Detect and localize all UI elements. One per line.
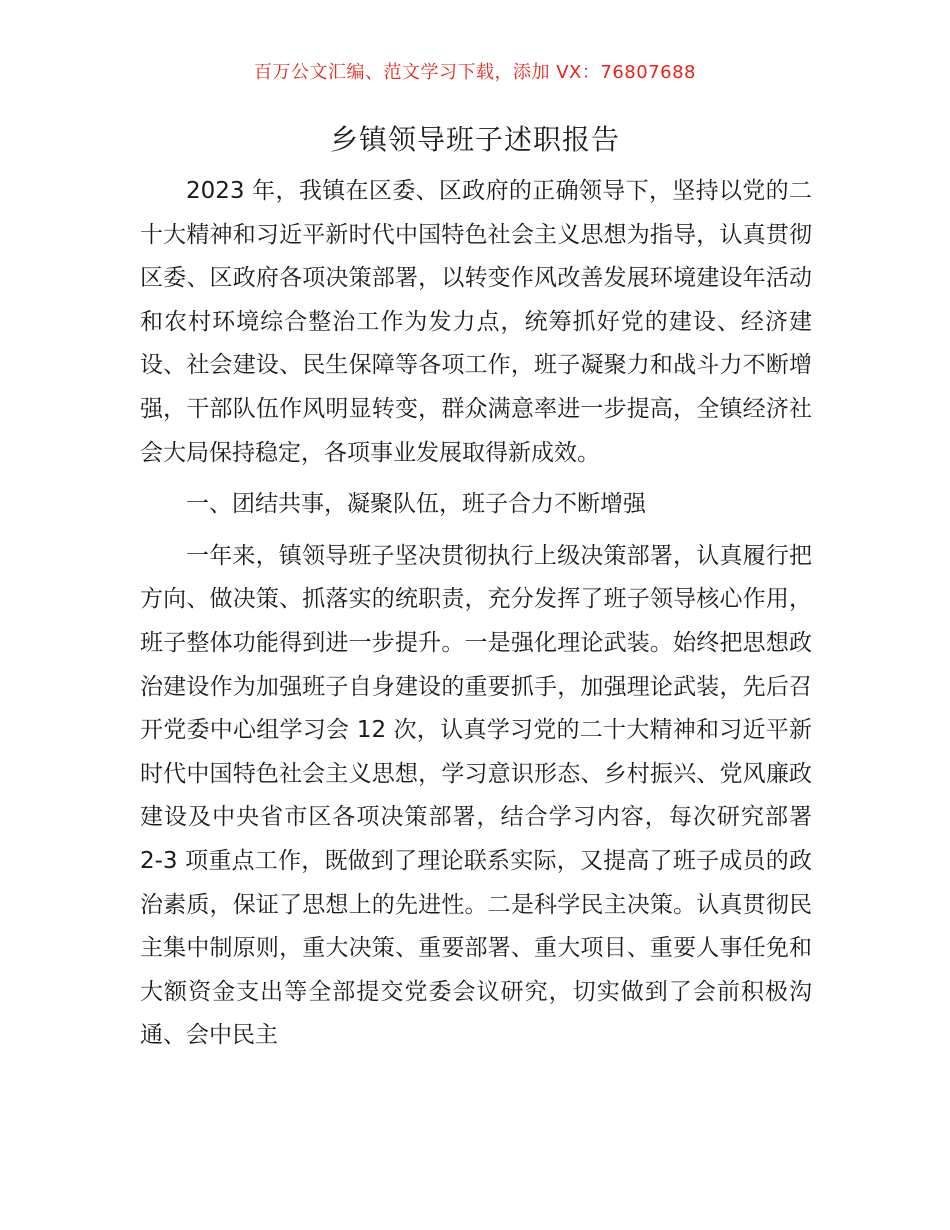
paragraph-section-1: 一年来，镇领导班子坚决贯彻执行上级决策部署，认真履行把方向、做决策、抓落实的统职责，充分发挥了班子领导核心作用，班子整体功能得到进一步提升。一是强化理论武装。始终把思想政治建设作为加强班子自身建设的重要抓手，加强理论武装，先后召开党委中心组学习会 12 次，认真学习党的二十大精神和习近平新时代中国特色社会主义思想，学习意识形态、乡村振兴、党风廉政建设及中央省市区各项决策部署，结合学习内容，每次研究部署 2-3 项重点工作，既做到了理论联系实际，又提高了班子成员的政治素质，保证了思想上的先进性。二是科学民主决策。认真贯彻民主集中制原则，重大决策、重要部署、重大项目、重要人事任免和大额资金支出等全部提交党委会议研究，切实做到了会前积极沟通、会中民主	[140, 542, 812, 1049]
header-note: 百万公文汇编、范文学习下载，添加 VX：76807688	[254, 62, 696, 83]
document-title: 乡镇领导班子述职报告	[329, 123, 620, 156]
section-heading-1: 一、团结共事，凝聚队伍，班子合力不断增强	[186, 491, 646, 518]
document-body	[140, 170, 812, 1066]
paragraph-intro: 2023 年，我镇在区委、区政府的正确领导下，坚持以党的二十大精神和习近平新时代中国特色社会主义思想为指导，认真贯彻区委、区政府各项决策部署，以转变作风改善发展环境建设年活动和农村环境综合整治工作为发力点，统筹抓好党的建设、经济建设、社会建设、民生保障等各项工作，班子凝聚力和战斗力不断增强，干部队伍作风明显转变，群众满意率进一步提高，全镇经济社会大局保持稳定，各项事业发展取得新成效。	[140, 178, 812, 466]
